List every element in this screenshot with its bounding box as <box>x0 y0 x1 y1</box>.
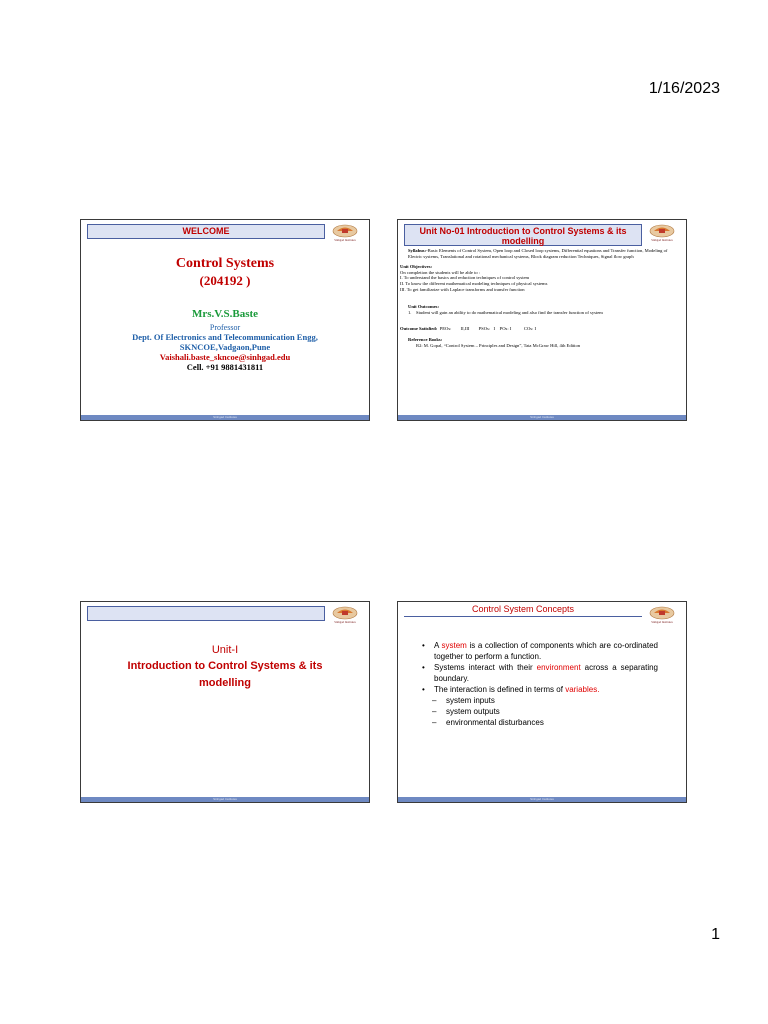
objectives-intro: On completion the students will be able to : <box>400 269 481 275</box>
course-code: (204192 ) <box>199 273 251 288</box>
unit-label: Unit-I <box>211 644 239 656</box>
syllabus: Syllabus:-Basic Elements of Control System, Open loop and Closed loop systems, Differential equations and Transfer function, Modeling of Electric systems, Translational and rotational mechanical systems, Block diagram reduction Techniques, Signal flow graph <box>408 248 668 259</box>
slide-header: WELCOME <box>87 224 325 239</box>
sinhgad-logo <box>646 223 678 243</box>
logo-text: Sinhgad Institutes <box>651 620 673 624</box>
college: SKNCOE,Vadgaon,Pune <box>179 342 271 352</box>
outcome-item: 1. Student will gain an ability to do mathematical modeling and also find the transfer function of system <box>408 309 603 315</box>
slide-header: Unit No-01 Introduction to Control Systems & its modelling <box>404 224 642 246</box>
sub-bullet: – environmental disturbances <box>422 717 658 728</box>
title-rule <box>404 616 642 617</box>
bullet-variables: • The interaction is defined in terms of variables. <box>422 684 658 695</box>
logo-text: Sinhgad Institutes <box>334 620 356 624</box>
slide-footer: Sinhgad Institutes <box>81 415 369 420</box>
bullet-environment: • Systems interact with their environment across a separating boundary. <box>422 662 658 684</box>
slide-unit-overview <box>397 219 687 421</box>
objectives-label: Unit Objectives: <box>400 264 433 270</box>
page-number: 1 <box>711 926 720 943</box>
objective-item: III. To get familiarize with Laplace transforms and transfer function <box>400 286 525 292</box>
sub-bullet: – system outputs <box>422 706 658 717</box>
sinhgad-logo <box>329 223 361 243</box>
reference-item: R2: M. Gopal, “Control System – Principles and Design”, Tata McGraw Hill, 4th Edition <box>416 342 581 348</box>
slide-welcome <box>80 219 370 421</box>
logo-text: Sinhgad Institutes <box>651 238 673 242</box>
slide-concepts <box>397 601 687 803</box>
bullet-system: • A system is a collection of components which are co-ordinated together to perform a function. <box>422 640 658 662</box>
course-title: Control Systems <box>175 256 275 271</box>
sub-bullet: – system inputs <box>422 695 658 706</box>
unit-title-line1: Introduction to Control Systems & its <box>127 660 323 672</box>
objective-item: II. To know the different mathematical modeling techniques of physical systems <box>400 280 548 286</box>
objective-item: I. To understand the basics and reduction techniques of control system <box>400 275 530 281</box>
sinhgad-logo <box>646 605 678 625</box>
department: Dept. Of Electronics and Telecommunication Engg, <box>132 332 318 342</box>
outcomes-label: Unit Outcomes: <box>408 304 440 310</box>
slide-header <box>87 606 325 621</box>
reference-label: Reference Books: <box>408 336 443 342</box>
slide-unit-title <box>80 601 370 803</box>
author-cell: Cell. +91 9881431811 <box>186 362 264 372</box>
author-designation: Professor <box>209 323 241 332</box>
slide-footer: Sinhgad Institutes <box>398 415 686 420</box>
author-email: Vaishali.baste_skncoe@sinhgad.edu <box>159 352 291 362</box>
unit-title-line2: modelling <box>199 677 251 689</box>
page-date: 1/16/2023 <box>648 80 720 97</box>
outcome-satisfied: Outcome Satisfied: PEOs: II,III PSOs: I POs: I COs: I <box>400 326 537 332</box>
slide-footer: Sinhgad Institutes <box>81 797 369 802</box>
slide-footer: Sinhgad Institutes <box>398 797 686 802</box>
slide-title: Control System Concepts <box>471 604 575 614</box>
logo-text: Sinhgad Institutes <box>334 238 356 242</box>
sinhgad-logo <box>329 605 361 625</box>
author-name: Mrs.V.S.Baste <box>191 308 259 320</box>
